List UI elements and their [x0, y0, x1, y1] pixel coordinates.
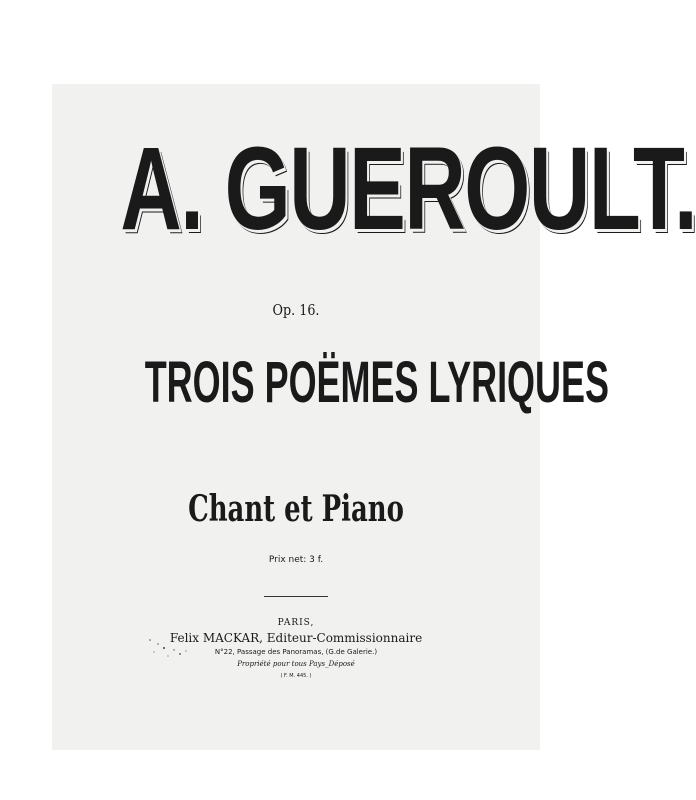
scoring-label: Chant et Piano	[188, 488, 404, 530]
opus-number: Op. 16.	[272, 301, 320, 319]
rights-notice: Propriété pour tous Pays_Déposé	[237, 660, 355, 668]
ink-specks-decoration	[146, 634, 206, 664]
composer-name: A. GUEROULT.	[120, 123, 696, 255]
publisher-city: PARIS,	[277, 618, 315, 628]
publisher-name: Felix MACKAR, Editeur-Commissionnaire	[169, 631, 423, 645]
plate-number: ( F. M. 445. )	[280, 673, 312, 679]
price-label: Prix net: 3 f.	[268, 555, 324, 565]
work-title: TROIS POËMES LYRIQUES	[144, 350, 609, 415]
divider-rule	[264, 596, 328, 597]
publisher-address: N°22, Passage des Panoramas, (G.de Galerie.)	[214, 648, 378, 656]
title-page	[52, 84, 696, 750]
